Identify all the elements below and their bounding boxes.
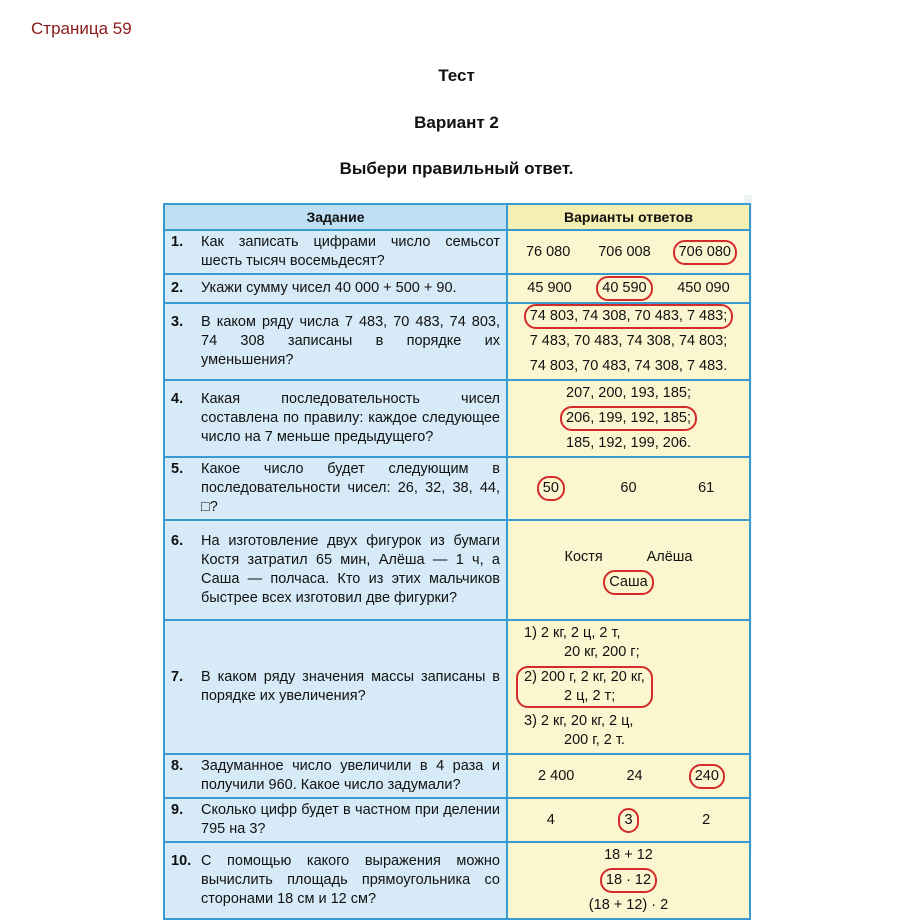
- task-question: Сколько цифр будет в частном при делении 795 на 3?: [201, 802, 500, 837]
- answers-cell: [507, 842, 750, 919]
- answers-cell: [507, 754, 750, 798]
- answer-option[interactable]: Костя: [564, 549, 603, 565]
- task-number: 6.: [171, 533, 184, 549]
- answer-option-line: 3) 2 кг, 20 кг, 2 ц,: [524, 713, 634, 729]
- table-row: [164, 798, 750, 842]
- answers-cell: [507, 620, 750, 754]
- answer-option-line: 1) 2 кг, 2 ц, 2 т,: [524, 625, 621, 641]
- answer-option[interactable]: 45 900: [527, 280, 572, 296]
- answer-option[interactable]: [516, 622, 648, 664]
- task-question: На изготовление двух фигурок из бумаги Костя затратил 65 мин, Алёша — 1 ч, а Саша — полчаса. Кто из этих мальчиков быстрее всех изготовил две фигурки?: [201, 533, 500, 606]
- task-cell: [164, 274, 507, 303]
- task-number: 8.: [171, 758, 184, 774]
- answer-option-circled[interactable]: [516, 666, 653, 708]
- task-cell: [164, 303, 507, 380]
- task-cell: [164, 520, 507, 620]
- task-cell: [164, 457, 507, 520]
- answer-option-line: 200 г, 2 т.: [564, 732, 625, 748]
- answer-option-line: 20 кг, 200 г;: [564, 644, 640, 660]
- task-question: Задуманное число увеличили в 4 раза и получили 960. Какое число задумали?: [201, 758, 500, 793]
- answers-cell: [507, 798, 750, 842]
- table-header: [164, 204, 750, 230]
- answer-option[interactable]: 185, 192, 199, 206.: [566, 435, 691, 451]
- task-number: 4.: [171, 391, 184, 407]
- answer-option-line: 2) 200 г, 2 кг, 20 кг,: [524, 669, 645, 685]
- table-row: [164, 520, 750, 620]
- table-row: [164, 230, 750, 274]
- answer-option[interactable]: 76 080: [525, 243, 571, 260]
- test-table: [163, 203, 751, 920]
- table-row: [164, 457, 750, 520]
- answer-option[interactable]: 7 483, 70 483, 74 308, 74 803;: [529, 333, 728, 349]
- answer-option[interactable]: (18 + 12) · 2: [588, 897, 669, 913]
- variant-title: Вариант 2: [414, 113, 499, 132]
- answer-option[interactable]: 61: [698, 480, 715, 496]
- task-number: 5.: [171, 461, 184, 477]
- answer-option[interactable]: 60: [620, 480, 637, 496]
- answer-option[interactable]: 207, 200, 193, 185;: [566, 385, 691, 401]
- answer-option-circled[interactable]: 74 803, 74 308, 70 483, 7 483;: [524, 304, 734, 329]
- table-row: [164, 754, 750, 798]
- task-cell: [164, 230, 507, 274]
- task-number: 10.: [171, 853, 192, 869]
- answer-option[interactable]: Алёша: [646, 549, 693, 565]
- answer-option-circled[interactable]: 3: [618, 808, 638, 833]
- answer-option-circled[interactable]: Саша: [603, 570, 653, 595]
- page-link[interactable]: Страница 59: [31, 19, 132, 38]
- task-question: С помощью какого выражения можно вычислить площадь прямоугольника со сторонами 18 см и 12 см?: [201, 853, 500, 907]
- answer-option-circled[interactable]: 206, 199, 192, 185;: [560, 406, 697, 431]
- task-question: Какая последовательность чисел составлена по правилу: каждое следующее число на 7 меньше предыдущего?: [201, 391, 500, 445]
- answer-option[interactable]: [516, 710, 641, 752]
- answer-option-line: 2 ц, 2 т;: [564, 688, 616, 704]
- answer-option-circled[interactable]: 18 · 12: [600, 868, 657, 893]
- task-question: Какое число будет следующим в последовательности чисел: 26, 32, 38, 44, □?: [201, 461, 500, 515]
- answer-option-circled[interactable]: 240: [689, 764, 725, 789]
- task-question: Как записать цифрами число семьсот шесть тысяч восемьдесят?: [201, 234, 500, 269]
- answer-option[interactable]: 2 400: [538, 767, 575, 784]
- answers-cell: [507, 303, 750, 380]
- table-row: [164, 380, 750, 457]
- table-row: [164, 620, 750, 754]
- answer-option[interactable]: 706 008: [598, 243, 651, 260]
- answer-option[interactable]: 2: [702, 811, 711, 828]
- answer-option[interactable]: 18 + 12: [604, 847, 653, 863]
- test-title: Тест: [438, 66, 475, 85]
- task-question: Укажи сумму чисел 40 000 + 500 + 90.: [201, 280, 457, 296]
- header-task: Задание: [164, 204, 507, 230]
- task-cell: [164, 754, 507, 798]
- table-row: [164, 842, 750, 919]
- table-row: [164, 303, 750, 380]
- answers-cell: [507, 380, 750, 457]
- answer-option-circled[interactable]: 706 080: [673, 240, 737, 265]
- answer-option[interactable]: 450 090: [677, 280, 730, 296]
- answers-cell: [507, 520, 750, 620]
- answers-cell: [507, 457, 750, 520]
- task-number: 1.: [171, 234, 184, 250]
- answers-cell: [507, 230, 750, 274]
- answer-option[interactable]: 74 803, 70 483, 74 308, 7 483.: [529, 358, 728, 374]
- answer-option[interactable]: 4: [546, 811, 555, 828]
- task-cell: [164, 798, 507, 842]
- answer-option-circled[interactable]: 50: [537, 476, 565, 501]
- answer-option-circled[interactable]: 40 590: [596, 276, 652, 301]
- task-cell: [164, 380, 507, 457]
- task-number: 7.: [171, 669, 184, 685]
- instruction: Выбери правильный ответ.: [339, 159, 574, 178]
- task-number: 3.: [171, 314, 184, 330]
- answer-option[interactable]: 24: [626, 767, 643, 784]
- task-number: 2.: [171, 280, 184, 296]
- task-question: В каком ряду числа 7 483, 70 483, 74 803, 74 308 записаны в порядке их уменьшения?: [201, 314, 500, 368]
- header-answers: Варианты ответов: [507, 204, 750, 230]
- answers-cell: [507, 274, 750, 303]
- task-cell: [164, 842, 507, 919]
- task-question: В каком ряду значения массы записаны в порядке их увеличения?: [201, 669, 500, 704]
- task-number: 9.: [171, 802, 184, 818]
- table-row: [164, 274, 750, 303]
- task-cell: [164, 620, 507, 754]
